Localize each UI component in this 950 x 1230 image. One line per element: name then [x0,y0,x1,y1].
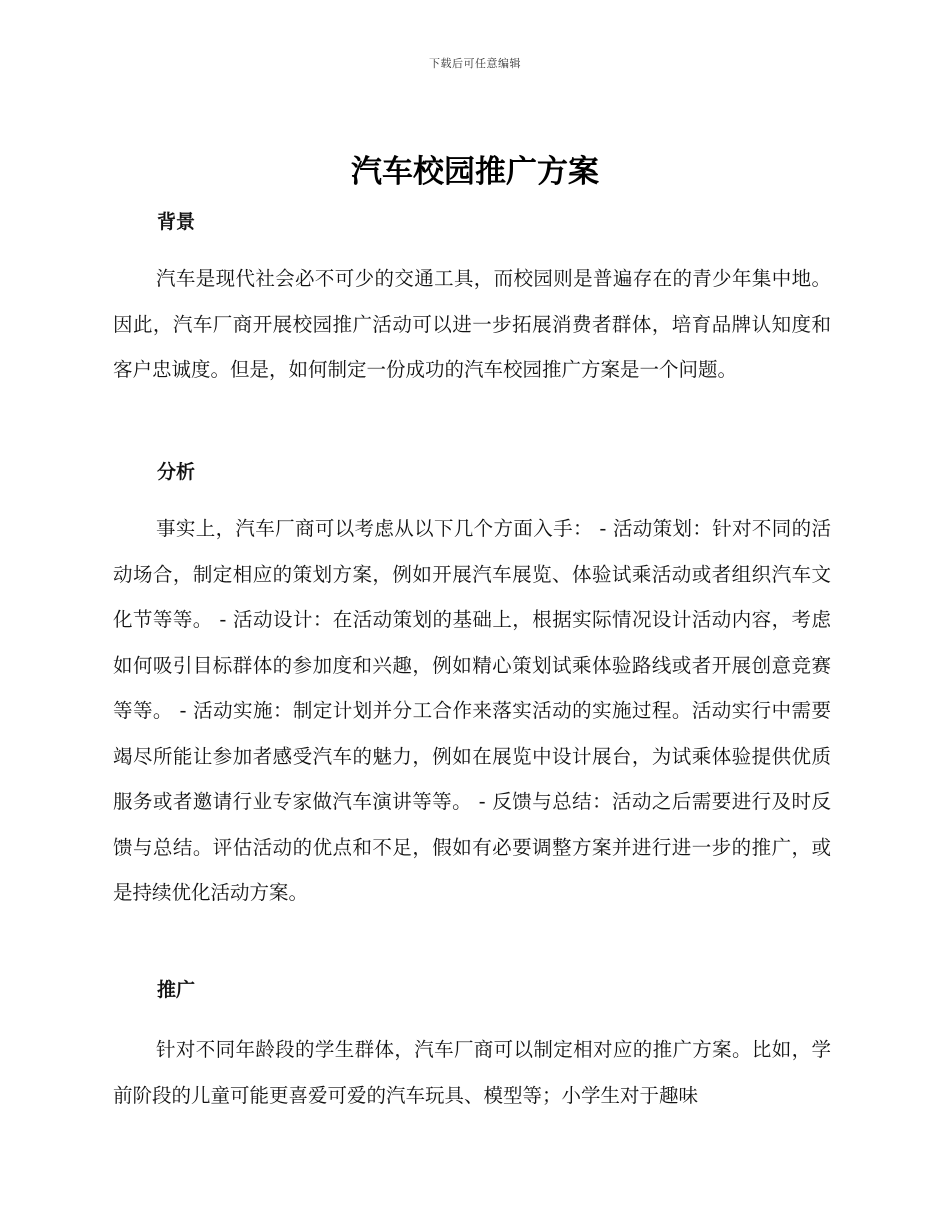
section-heading-background: 背景 [157,211,196,233]
section-body-analysis: 事实上，汽车厂商可以考虑从以下几个方面入手： - 活动策划：针对不同的活动场合，制定相应的策划方案，例如开展汽车展览、体验试乘活动或者组织汽车文化节等等。 - 活动设计：在活动策划的基础上，根据实际情况设计活动内容，考虑如何吸引目标群体的参加度和兴趣，例如精心策划试乘体验路线或者开展创意竞赛等等。 - 活动实施：制定计划并分工合作来落实活动的实施过程。活动实行中需要竭尽所能让参加者感受汽车的魅力，例如在展览中设计展台，为试乘体验提供优质服务或者邀请行业专家做汽车演讲等等。 - 反馈与总结：活动之后需要进行及时反馈与总结。评估活动的优点和不足，假如有必要调整方案并进行进一步的推广，或是持续优化活动方案。 [113,517,831,904]
section-body-background: 汽车是现代社会必不可少的交通工具，而校园则是普遍存在的青少年集中地。因此，汽车厂商开展校园推广活动可以进一步拓展消费者群体，培育品牌认知度和客户忠诚度。但是，如何制定一份成功的汽车校园推广方案是一个问题。 [113,267,831,381]
section-heading-promotion: 推广 [157,979,196,1001]
section-body-promotion: 针对不同年龄段的学生群体，汽车厂商可以制定相对应的推广方案。比如，学前阶段的儿童可能更喜爱可爱的汽车玩具、模型等；小学生对于趣味 [113,1038,831,1107]
section-heading-analysis: 分析 [157,461,196,483]
document-title: 汽车校园推广方案 [351,154,599,190]
header-note: 下载后可任意编辑 [429,57,521,70]
